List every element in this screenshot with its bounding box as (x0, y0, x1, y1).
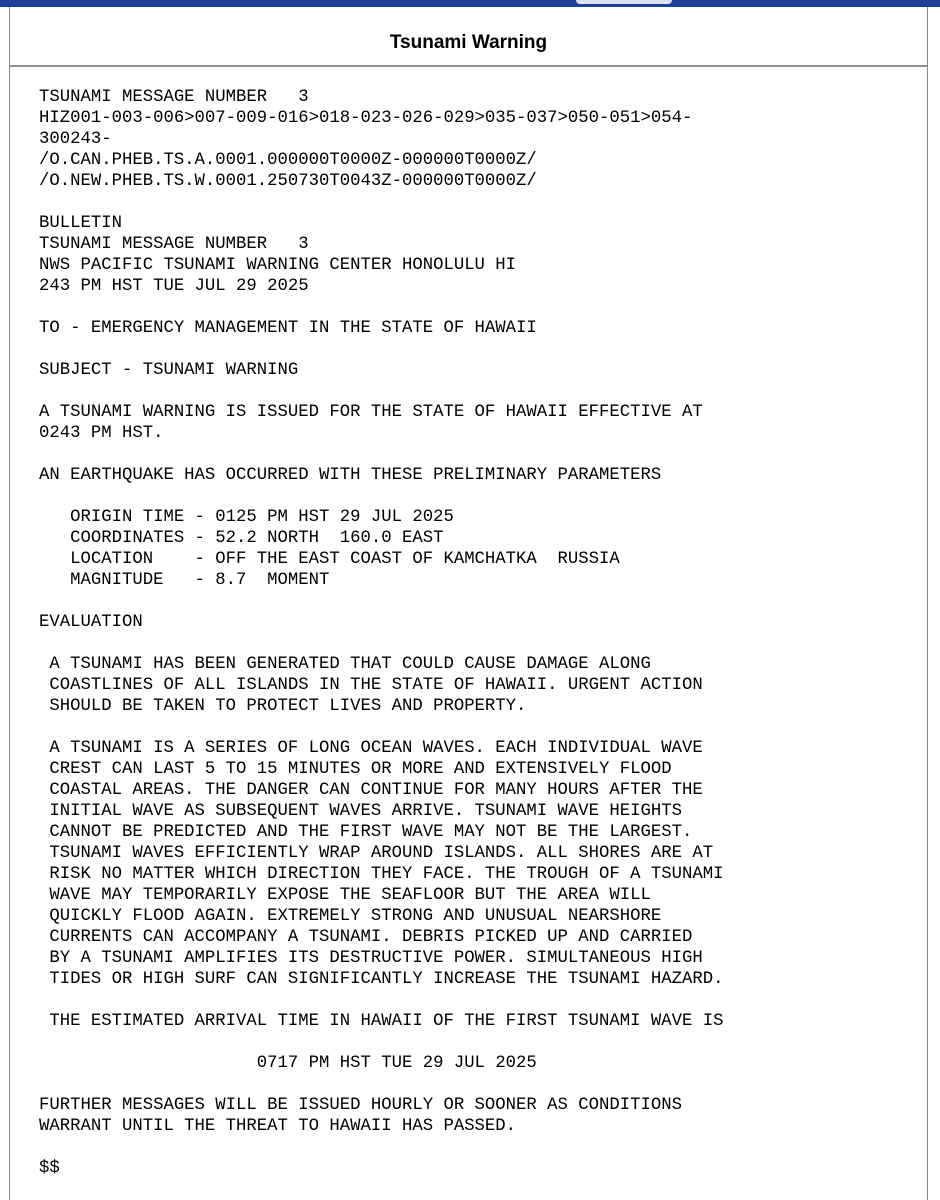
tsunami-message-body: TSUNAMI MESSAGE NUMBER 3 HIZ001-003-006>007-009-016>018-023-026-029>035-037>050-051>054- 300243- /O.CAN.PHEB.TS.A.0001.000000T0000Z-000000T0000Z/ /O.NEW.PHEB.TS.W.0001.250730T0043Z-000000T0000Z/ BULLETIN TSUNAMI MESSAGE NUMBER 3 NWS PACIFIC TSUNAMI WARNING CENTER HONOLULU HI 243 PM HST TUE JUL 29 2025 TO - EMERGENCY MANAGEMENT IN THE STATE OF HAWAII SUBJECT - TSUNAMI WARNING A TSUNAMI WARNING IS ISSUED FOR THE STATE OF HAWAII EFFECTIVE AT 0243 PM HST. AN EARTHQUAKE HAS OCCURRED WITH THESE PRELIMINARY PARAMETERS ORIGIN TIME - 0125 PM HST 29 JUL 2025 COORDINATES - 52.2 NORTH 160.0 EAST LOCATION - OFF THE EAST COAST OF KAMCHATKA RUSSIA MAGNITUDE - 8.7 MOMENT EVALUATION A TSUNAMI HAS BEEN GENERATED THAT COULD CAUSE DAMAGE ALONG COASTLINES OF ALL ISLANDS IN THE STATE OF HAWAII. URGENT ACTION SHOULD BE TAKEN TO PROTECT LIVES AND PROPERTY. A TSUNAMI IS A SERIES OF LONG OCEAN WAVES. EACH INDIVIDUAL WAVE CREST CAN LAST 5 TO 15 MINUTES OR MORE AND EXTENSIVELY FLOOD COASTAL AREAS. THE DANGER CAN CONTINUE FOR MANY HOURS AFTER THE INITIAL WAVE AS SUBSEQUENT WAVES ARRIVE. TSUNAMI WAVE HEIGHTS CANNOT BE PREDICTED AND THE FIRST WAVE MAY NOT BE THE LARGEST. TSUNAMI WAVES EFFICIENTLY WRAP AROUND ISLANDS. ALL SHORES ARE AT RISK NO MATTER WHICH DIRECTION THEY FACE. THE TROUGH OF A TSUNAMI WAVE MAY TEMPORARILY EXPOSE THE SEAFLOOR BUT THE AREA WILL QUICKLY FLOOD AGAIN. EXTREMELY STRONG AND UNUSUAL NEARSHORE CURRENTS CAN ACCOMPANY A TSUNAMI. DEBRIS PICKED UP AND CARRIED BY A TSUNAMI AMPLIFIES ITS DESTRUCTIVE POWER. SIMULTANEOUS HIGH TIDES OR HIGH SURF CAN SIGNIFICANTLY INCREASE THE TSUNAMI HAZARD. THE ESTIMATED ARRIVAL TIME IN HAWAII OF THE FIRST TSUNAMI WAVE IS 0717 PM HST TUE 29 JUL 2025 FURTHER MESSAGES WILL BE ISSUED HOURLY OR SOONER AS CONDITIONS WARRANT UNTIL THE THREAT TO HAWAII HAS PASSED. $$ (39, 88, 724, 1178)
top-bar-tab (576, 0, 672, 4)
page-title: Tsunami Warning (389, 32, 548, 53)
title-divider (10, 65, 927, 67)
top-bar (0, 0, 940, 7)
right-border (927, 7, 928, 1200)
left-border (9, 7, 10, 1200)
